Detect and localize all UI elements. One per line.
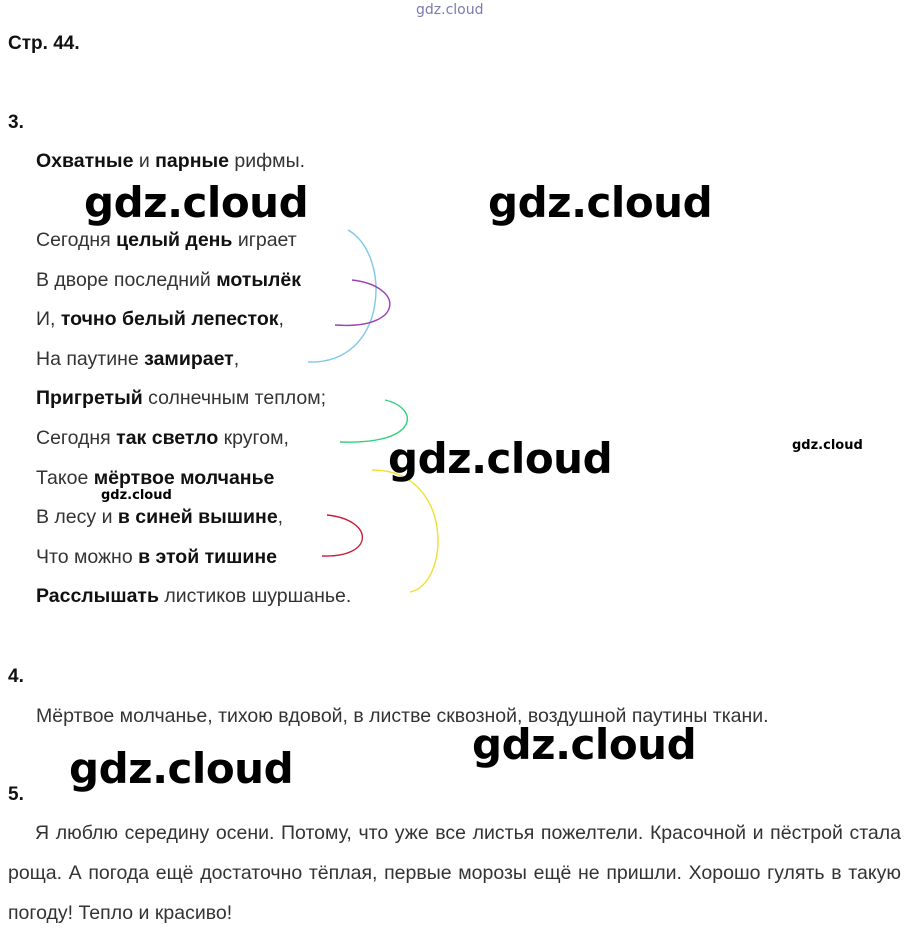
watermark-6: gdz.cloud [472, 720, 697, 769]
poem-text: На паутине [36, 347, 145, 370]
poem-text: листиков шуршанье. [158, 585, 352, 608]
poem-text: играет [232, 229, 297, 251]
poem-text: Такое [36, 466, 94, 489]
intro-bold-2: парные [155, 150, 229, 172]
poem-text: солнечным теплом; [142, 387, 327, 410]
rhyme-arc-embracing-2 [372, 470, 438, 592]
watermark-7: gdz.cloud [69, 744, 294, 793]
page-reference: Стр. 44. [8, 33, 80, 54]
task-4-text: Мёртвое молчанье, тихою вдовой, в листве сквозной, воздушной паутины ткани. [36, 705, 769, 727]
poem-text: В дворе последний [36, 268, 217, 291]
rhyme-word: мотылёк [216, 268, 301, 291]
poem-text: Сегодня [36, 229, 117, 251]
poem-text: И, [36, 308, 61, 331]
watermark-5: gdz.cloud [101, 488, 172, 503]
watermark-3: gdz.cloud [388, 434, 613, 483]
rhyme-word: точно белый лепесток [60, 308, 279, 331]
rhyme-word: в этой тишине [138, 545, 278, 568]
rhyme-arc-paired-1 [335, 280, 390, 325]
poem-text: Что можно [36, 545, 139, 568]
task-3-number: 3. [8, 112, 24, 133]
poem-text: , [233, 347, 240, 370]
watermark-4: gdz.cloud [792, 438, 863, 453]
rhyme-word: в синей вышине [117, 506, 278, 529]
rhyme-word: целый день [116, 229, 233, 251]
rhyme-arc-embracing-1 [308, 230, 376, 362]
intro-text-1: и [133, 150, 156, 172]
rhyme-word: так светло [116, 427, 219, 449]
intro-text-2: рифмы. [228, 150, 306, 172]
task-5-number: 5. [8, 784, 24, 805]
rhyme-word: мёртвое молчанье [93, 466, 275, 489]
task-4-number: 4. [8, 666, 24, 687]
intro-bold-1: Охватные [36, 150, 134, 172]
poem-text: , [277, 506, 284, 529]
poem-text: В лесу и [36, 506, 118, 529]
rhyme-word: замирает [144, 347, 234, 370]
watermark-1: gdz.cloud [84, 178, 309, 227]
rhyme-word: Расслышать [36, 585, 159, 608]
watermark-top: gdz.cloud [416, 2, 484, 18]
poem-text: , [278, 308, 284, 331]
poem-text: Сегодня [36, 427, 117, 449]
poem-text: кругом, [218, 427, 289, 449]
task-5-text: Я люблю середину осени. Потому, что уже все листья пожелтели. Красочной и пёстрой стала роща. А погода ещё достаточно тёплая, первые морозы ещё не пришли. Хорошо гулять в такую погоду! Тепло и красиво! [8, 822, 901, 924]
rhyme-arc-paired-3 [322, 515, 362, 556]
watermark-2: gdz.cloud [488, 178, 713, 227]
rhyme-word: Пригретый [36, 387, 143, 410]
